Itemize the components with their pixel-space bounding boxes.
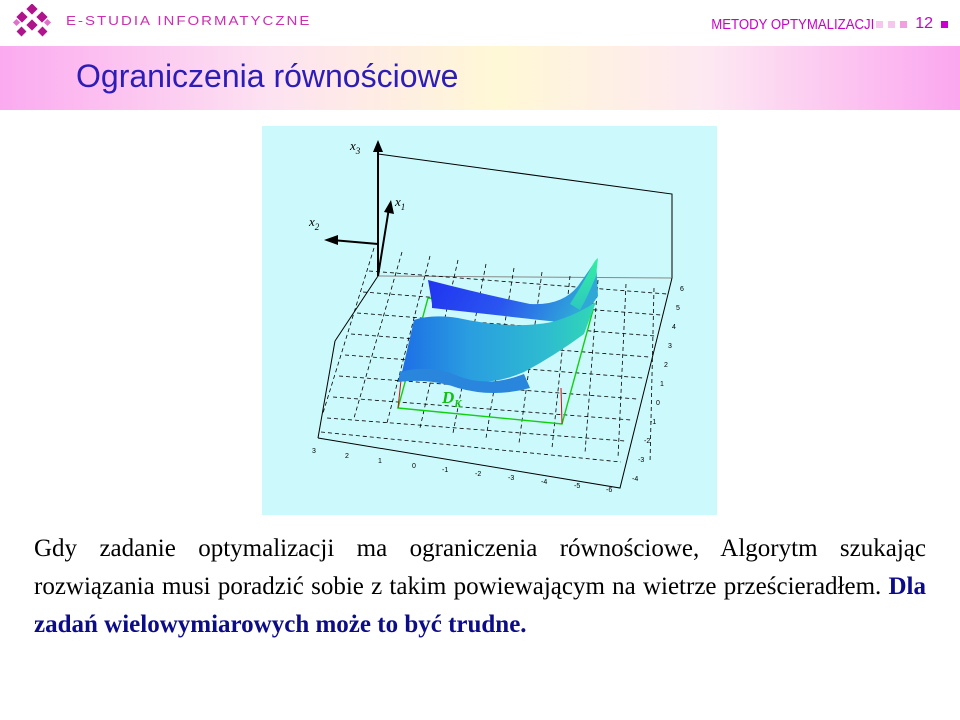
page-dot-icon (876, 21, 883, 28)
tick-label: 2 (345, 453, 349, 460)
surface-back (428, 260, 598, 322)
tick-label: 5 (676, 305, 680, 312)
tick-label: -4 (541, 479, 548, 486)
tick-label: -3 (638, 457, 645, 464)
tick-label: 0 (412, 463, 416, 470)
course-title: METODY OPTYMALIZACJI (710, 16, 874, 33)
page-dot-icon (888, 21, 895, 28)
tick-label: 6 (680, 286, 684, 293)
bottom-axis-ticks (312, 448, 612, 494)
surface-plot-figure (262, 126, 717, 515)
tick-label: -2 (644, 438, 651, 445)
slide-title: Ograniczenia równościowe (76, 58, 459, 94)
axis-label-x3: $x_3$ (350, 138, 361, 156)
page-number: 12 (915, 15, 933, 32)
tick-label: 4 (672, 324, 676, 331)
region-label: $D_K$ (442, 388, 462, 410)
page-indicator (876, 15, 948, 33)
paragraph-text: Gdy zadanie optymalizacji ma ograniczenia równościowe, Algorytm szukając rozwiązania musi poradzić sobie z takim powiewającym na wietrze prześcieradłem. (34, 535, 926, 600)
tick-label: 3 (668, 343, 672, 350)
tick-label: -2 (475, 471, 482, 478)
tick-label: 3 (312, 448, 316, 455)
tick-label: 2 (664, 362, 668, 369)
slide-header (0, 0, 960, 46)
axes (324, 140, 394, 276)
brand-name: E-STUDIA INFORMATYCZNE (66, 14, 312, 29)
page-dot-icon (941, 21, 948, 28)
right-axis-ticks (632, 286, 684, 483)
tick-label: -4 (632, 476, 639, 483)
axis-label-x2: $x_2$ (309, 214, 320, 232)
axis-label-x1: $x_1$ (395, 194, 406, 212)
tick-label: -6 (606, 487, 613, 494)
logo-icon (12, 4, 52, 40)
tick-label: -3 (508, 475, 515, 482)
tick-label: 0 (656, 400, 660, 407)
tick-label: -5 (574, 483, 581, 490)
paragraph-emphasis: Dla zadań wielowymiarowych może to być trudne. (34, 573, 926, 638)
tick-label: 1 (660, 381, 664, 388)
surface-plot (262, 126, 717, 515)
tick-label: -1 (650, 419, 657, 426)
title-band (0, 46, 960, 110)
tick-label: -1 (442, 467, 449, 474)
body-paragraph (34, 530, 926, 644)
tick-label: 1 (378, 458, 382, 465)
page-dot-icon (900, 21, 907, 28)
